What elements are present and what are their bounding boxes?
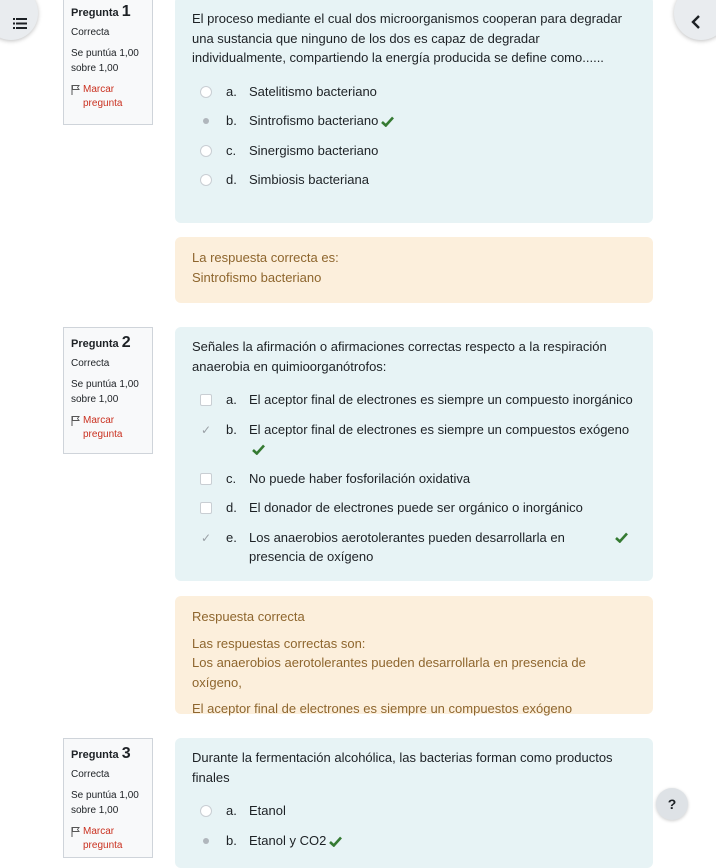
answer-list (192, 82, 636, 190)
answer-list (192, 801, 636, 850)
flag-icon (71, 416, 80, 426)
question-number: Pregunta 1 (71, 3, 131, 20)
checkbox-checked[interactable]: ✓ (200, 530, 212, 545)
question-number: Pregunta 2 (71, 334, 131, 351)
answer-option[interactable]: d. Simbiosis bacteriana (192, 170, 636, 190)
correct-check-icon (381, 116, 394, 127)
help-button[interactable]: ? (656, 788, 688, 820)
answer-option[interactable]: d. El donador de electrones puede ser orgánico o inorgánico (192, 498, 636, 518)
correct-check-icon (252, 444, 265, 455)
feedback-line: Respuesta correcta (192, 609, 305, 624)
answer-option[interactable]: a. El aceptor final de electrones es siempre un compuesto inorgánico (192, 390, 636, 410)
question-state: Correcta (71, 769, 110, 780)
checkbox[interactable] (200, 473, 212, 485)
question-number: Pregunta 3 (71, 745, 131, 762)
correct-check-icon (615, 532, 628, 543)
question-content (175, 327, 653, 581)
correct-check-icon (329, 836, 342, 847)
answer-option[interactable]: b. Sintrofismo bacteriano (192, 111, 636, 131)
feedback-line: Sintrofismo bacteriano (192, 269, 322, 285)
answer-option[interactable]: c. Sinergismo bacteriano (192, 141, 636, 161)
radio-button[interactable] (200, 145, 212, 157)
feedback-box (175, 596, 653, 714)
question-text: Señales la afirmación o afirmaciones correctas respecto a la respiración anaerobia en quimioorganótrofos: (192, 339, 607, 374)
list-icon (13, 18, 27, 29)
radio-button-selected[interactable] (200, 115, 212, 127)
feedback-box (175, 237, 653, 303)
flag-question-link[interactable]: Marcar pregunta (71, 825, 152, 853)
quiz-navigation-toggle[interactable] (0, 0, 38, 40)
feedback-line: La respuesta correcta es: (192, 250, 339, 265)
answer-option[interactable]: b. Etanol y CO2 (192, 831, 636, 851)
question-text: El proceso mediante el cual dos microorganismos cooperan para degradar una sustancia que ninguno de los dos es capaz de degradar individualmente, compartiendo la energía producida se define como...... (192, 11, 622, 65)
answer-option[interactable]: a. Satelitismo bacteriano (192, 82, 636, 102)
radio-button[interactable] (200, 86, 212, 98)
flag-question-link[interactable]: Marcar pregunta (71, 414, 152, 442)
feedback-line: Las respuestas correctas son: (192, 635, 366, 651)
answer-option[interactable]: ✓ b. El aceptor final de electrones es siempre un compuestos exógeno (192, 420, 636, 459)
answer-list (192, 390, 636, 567)
checkbox[interactable] (200, 502, 212, 514)
question-grade: Se puntúa 1,00 sobre 1,00 (71, 48, 139, 74)
question-state: Correcta (71, 27, 110, 38)
checkbox[interactable] (200, 394, 212, 406)
answer-option[interactable]: c. No puede haber fosforilación oxidativa (192, 469, 636, 489)
question-info (63, 327, 153, 454)
answer-option[interactable]: a. Etanol (192, 801, 636, 821)
flag-question-link[interactable]: Marcar pregunta (71, 83, 152, 111)
radio-button[interactable] (200, 174, 212, 186)
drawer-toggle[interactable] (674, 0, 716, 40)
question-grade: Se puntúa 1,00 sobre 1,00 (71, 379, 139, 405)
question-grade: Se puntúa 1,00 sobre 1,00 (71, 790, 139, 816)
flag-icon (71, 827, 80, 837)
question-info (63, 738, 153, 858)
checkbox-checked[interactable]: ✓ (200, 422, 212, 437)
chevron-left-icon (691, 15, 701, 29)
question-state: Correcta (71, 358, 110, 369)
feedback-line: El aceptor final de electrones es siempre un compuestos exógeno (192, 701, 573, 716)
radio-button[interactable] (200, 805, 212, 817)
flag-icon (71, 85, 80, 95)
feedback-line: Los anaerobios aerotolerantes pueden desarrollarla en presencia de oxígeno, (192, 655, 586, 690)
radio-button-selected[interactable] (200, 835, 212, 847)
question-text: Durante la fermentación alcohólica, las bacterias forman como productos finales (192, 750, 613, 785)
question-info (63, 0, 153, 125)
answer-option[interactable]: ✓ e. Los anaerobios aerotolerantes pueden desarrollarla en presencia de oxígeno (192, 528, 636, 567)
question-content (175, 0, 653, 223)
question-content (175, 738, 653, 868)
